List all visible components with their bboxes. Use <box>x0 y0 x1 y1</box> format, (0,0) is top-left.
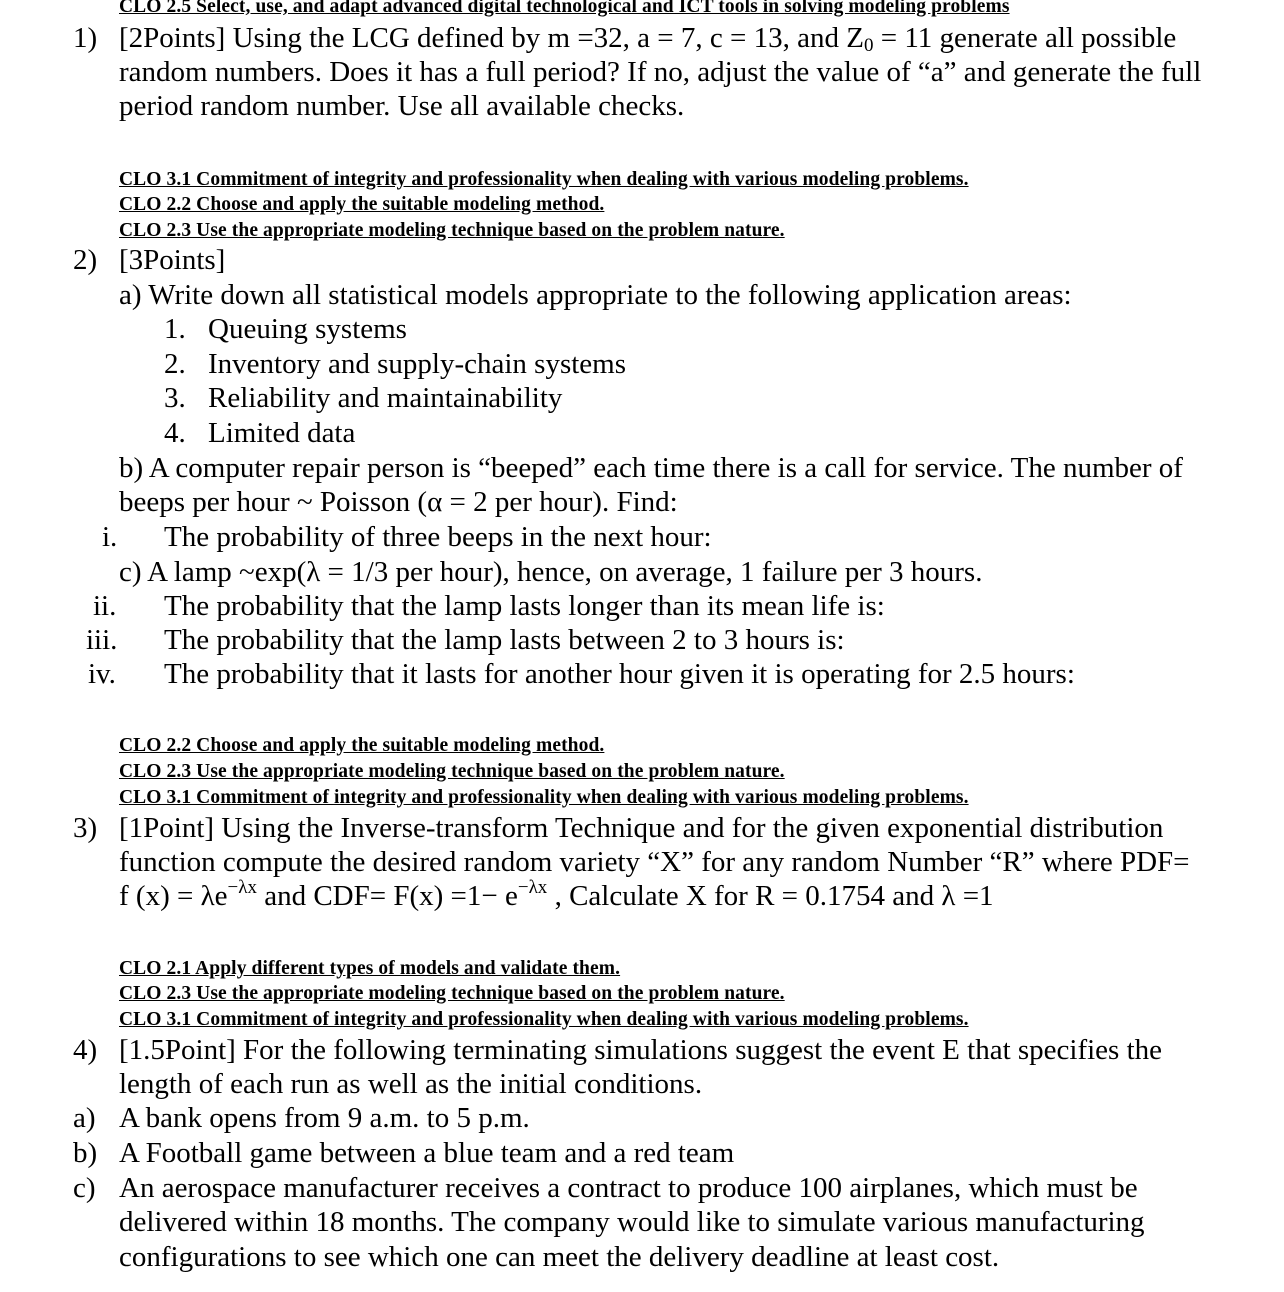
q2-part-b-line-2: beeps per hour ~ Poisson (α = 2 per hour). Find: <box>119 486 678 518</box>
cdf-formula: and CDF= F(x) =1− e <box>256 880 518 912</box>
area-3-number: 3. <box>164 382 186 414</box>
q4-clo-3-1: CLO 3.1 Commitment of integrity and professionality when dealing with various modeling problems. <box>119 1009 969 1030</box>
q4-item-c-line-3: configurations to see which one can meet the delivery deadline at least cost. <box>119 1241 1000 1273</box>
area-4-text: Limited data <box>208 417 356 449</box>
q2-part-c: c) A lamp ~exp(λ = 1/3 per hour), hence, on average, 1 failure per 3 hours. <box>119 556 983 588</box>
question-2-points: [3Points] <box>119 244 226 276</box>
item-ii-text: The probability that the lamp lasts longer than its mean life is: <box>164 590 885 622</box>
q4-item-a-label: a) <box>73 1102 96 1134</box>
q2-clo-2-2: CLO 2.2 Choose and apply the suitable modeling method. <box>119 194 605 215</box>
area-2-number: 2. <box>164 348 186 380</box>
q4-item-c-line-2: delivered within 18 months. The company would like to simulate various manufacturing <box>119 1206 1145 1238</box>
item-i-text: The probability of three beeps in the next hour: <box>164 521 712 553</box>
q4-item-a-text: A bank opens from 9 a.m. to 5 p.m. <box>119 1102 530 1134</box>
question-4-number: 4) <box>73 1034 98 1066</box>
q3-clo-2-2: CLO 2.2 Choose and apply the suitable modeling method. <box>119 735 605 756</box>
question-4-line-2: length of each run as well as the initial conditions. <box>119 1068 703 1100</box>
q2-clo-2-3: CLO 2.3 Use the appropriate modeling technique based on the problem nature. <box>119 220 785 241</box>
q1-text-b: = 11 generate all possible <box>873 22 1177 54</box>
q4-clo-2-1: CLO 2.1 Apply different types of models and validate them. <box>119 958 621 979</box>
item-ii-number: ii. <box>93 590 117 622</box>
q4-item-c-label: c) <box>73 1172 96 1204</box>
area-3-text: Reliability and maintainability <box>208 382 563 414</box>
question-1-line-2: random numbers. Does it has a full period? If no, adjust the value of “a” and generate the full <box>119 56 1202 88</box>
question-1-line-1 <box>119 21 1176 55</box>
z-subscript: 0 <box>863 35 874 56</box>
q1-text-a: [2Points] Using the LCG defined by m =32, a = 7, c = 13, and Z <box>119 22 864 54</box>
q4-item-b-label: b) <box>73 1137 98 1169</box>
question-3-line-3 <box>119 879 994 913</box>
question-3-number: 3) <box>73 812 98 844</box>
pdf-formula: f (x) = λe <box>119 880 228 912</box>
area-1-number: 1. <box>164 313 186 345</box>
q4-item-c-line-1: An aerospace manufacturer receives a contract to produce 100 airplanes, which must be <box>119 1172 1138 1204</box>
question-2-number: 2) <box>73 244 98 276</box>
area-2-text: Inventory and supply-chain systems <box>208 348 627 380</box>
question-3-line-2: function compute the desired random variety “X” for any random Number “R” where PDF= <box>119 846 1190 878</box>
area-1-text: Queuing systems <box>208 313 407 345</box>
area-4-number: 4. <box>164 417 186 449</box>
q2-part-b-line-1: b) A computer repair person is “beeped” each time there is a call for service. The number of <box>119 452 1183 484</box>
cdf-exponent: −λx <box>517 877 548 898</box>
clo-2-5-heading: CLO 2.5 Select, use, and adapt advanced digital technological and ICT tools in solving modeling problems <box>119 0 1010 17</box>
item-iv-text: The probability that it lasts for another hour given it is operating for 2.5 hours: <box>164 658 1075 690</box>
item-iii-number: iii. <box>86 624 118 656</box>
question-1-number: 1) <box>73 22 98 54</box>
q4-clo-2-3: CLO 2.3 Use the appropriate modeling technique based on the problem nature. <box>119 983 785 1004</box>
item-i-number: i. <box>102 521 118 553</box>
question-3-line-1: [1Point] Using the Inverse-transform Technique and for the given exponential distribution <box>119 812 1164 844</box>
q3-clo-2-3: CLO 2.3 Use the appropriate modeling technique based on the problem nature. <box>119 761 785 782</box>
question-1-line-3: period random number. Use all available checks. <box>119 90 685 122</box>
question-4-line-1: [1.5Point] For the following terminating simulations suggest the event E that specifies the <box>119 1034 1163 1066</box>
q3-clo-3-1: CLO 3.1 Commitment of integrity and professionality when dealing with various modeling problems. <box>119 787 969 808</box>
q2-clo-3-1: CLO 3.1 Commitment of integrity and professionality when dealing with various modeling problems. <box>119 169 969 190</box>
calc-instruction: , Calculate X for R = 0.1754 and λ =1 <box>547 880 994 912</box>
item-iii-text: The probability that the lamp lasts between 2 to 3 hours is: <box>164 624 845 656</box>
pdf-exponent: −λx <box>227 877 257 898</box>
q4-item-b-text: A Football game between a blue team and a red team <box>119 1137 735 1169</box>
item-iv-number: iv. <box>88 658 116 690</box>
q2-part-a: a) Write down all statistical models appropriate to the following application areas: <box>119 279 1072 311</box>
